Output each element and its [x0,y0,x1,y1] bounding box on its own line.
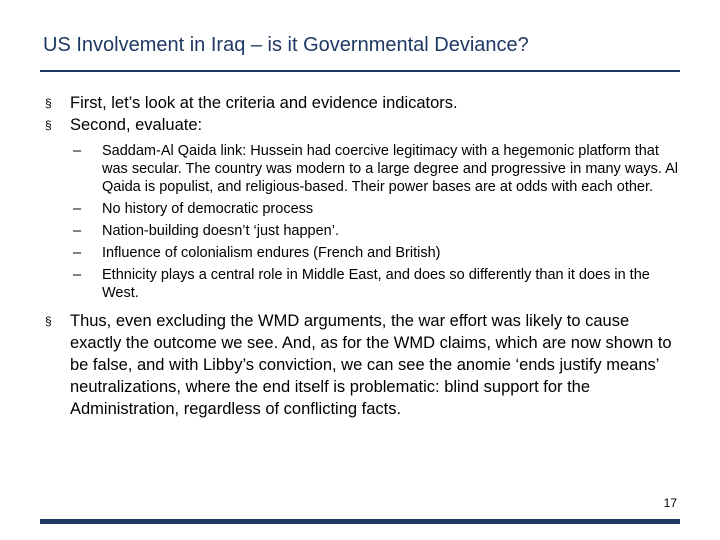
sub-bullet-item [43,266,683,302]
dash-marker: – [73,245,82,261]
dash-marker: – [73,267,82,283]
sub-bullet-text: Nation-building doesn’t ‘just happen’. [102,223,339,239]
sub-bullet-item [43,244,683,262]
bullet-text: Second, evaluate: [70,116,203,134]
sub-bullet-item [43,142,683,196]
sub-bullet-item [43,200,683,218]
dash-marker: – [73,143,82,159]
bullet-marker: § [45,314,52,328]
page-number: 17 [663,496,677,510]
slide-title: US Involvement in Iraq – is it Governmental Deviance? [43,34,529,56]
bullet-marker: § [45,118,52,132]
sub-bullet-text: No history of democratic process [102,201,314,217]
sub-bullet-item [43,222,683,240]
footer-divider [40,519,680,524]
bullet-evaluate [43,114,683,136]
sub-bullet-text: Ethnicity plays a central role in Middle East, and does so differently than it does in the West. [102,267,650,301]
dash-marker: – [73,201,82,217]
sub-bullet-text: Influence of colonialism endures (French and British) [102,245,441,261]
bullet-text: Thus, even excluding the WMD arguments, the war effort was likely to cause exactly the outcome we see. And, as for the WMD claims, which are now shown to be false, and with Libby’s conviction, we can see the anomie ‘ends justify means’ neutralizations, where the end itself is problematic: blind support for the Administration, regardless of conflicting facts. [70,312,672,418]
sub-bullet-list [43,142,683,302]
bullet-text: First, let’s look at the criteria and evidence indicators. [70,94,458,112]
bullet-marker: § [45,96,52,110]
dash-marker: – [73,223,82,239]
bullet-conclusion [43,310,683,420]
title-divider [40,70,680,72]
bullet-criteria [43,92,683,114]
sub-bullet-text: Saddam-Al Qaida link: Hussein had coercive legitimacy with a hegemonic platform that was secular. The country was modern to a large degree and progressive in many ways. Al Qaida is populist, and religious-based. Their power bases are at odds with each other. [102,143,678,195]
slide-content [43,92,683,420]
